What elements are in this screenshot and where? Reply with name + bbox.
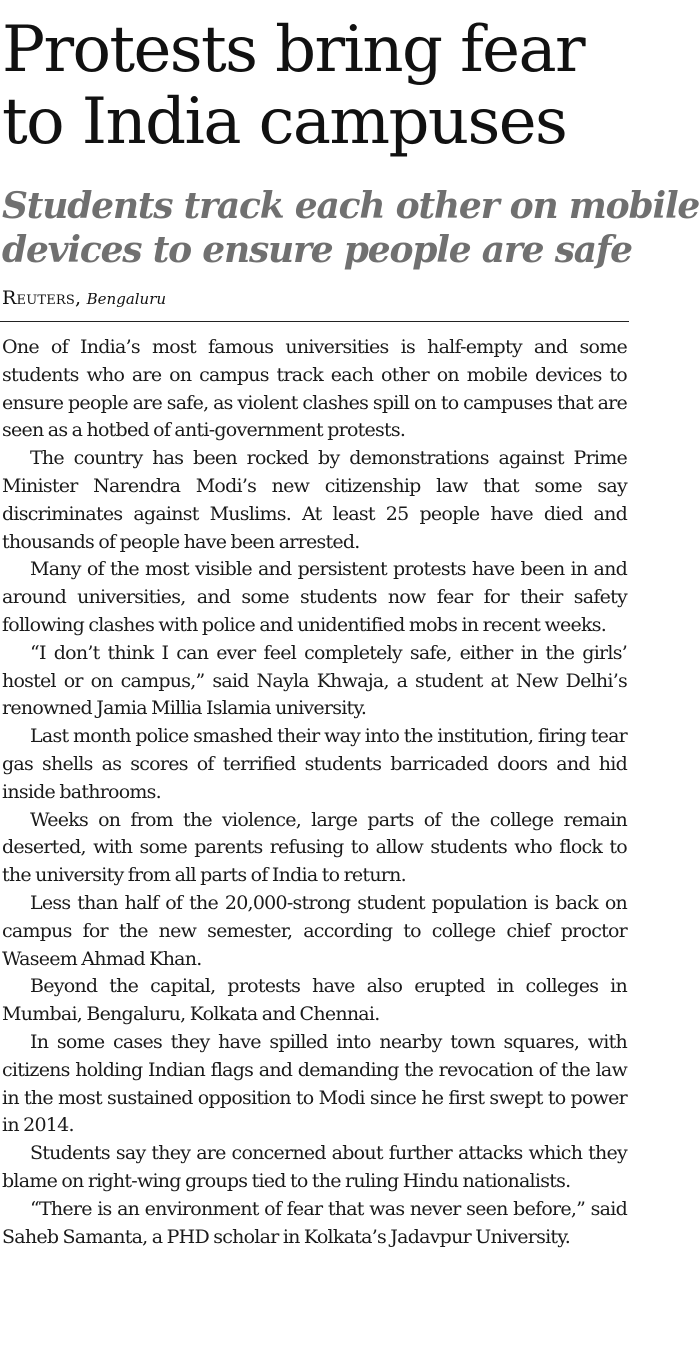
- headline-line-2: to India campuses: [2, 85, 567, 159]
- byline-divider: [0, 321, 629, 322]
- subheadline: [2, 184, 699, 272]
- subheadline-line-1: Students track each other on mobile: [2, 185, 699, 227]
- byline-agency: Reuters,: [2, 287, 82, 309]
- paragraph: “I don’t think I can ever feel completely safe, either in the girls’ hostel or on campus,” said Nayla Khwaja, a student at New Delhi’s renowned Jamia Millia Islamia university.: [2, 641, 627, 720]
- paragraph: One of India’s most famous universities is half-empty and some students who are on campus track each other on mobile devices to ensure people are safe, as violent clashes spill on to campuses that are seen as a hotbed of anti-government protests.: [2, 336, 627, 442]
- paragraph: The country has been rocked by demonstrations against Prime Minister Narendra Modi’s new citizenship law that some say discriminates against Muslims. At least 25 people have died and thousands of people have been arrested.: [2, 447, 627, 553]
- paragraph: Beyond the capital, protests have also erupted in colleges in Mumbai, Bengaluru, Kolkata and Chennai.: [2, 975, 627, 1026]
- paragraph: Weeks on from the violence, large parts of the college remain deserted, with some parents refusing to allow students who flock to the university from all parts of India to return.: [2, 808, 627, 887]
- paragraph: “There is an environment of fear that was never seen before,” said Saheb Samanta, a PHD scholar in Kolkata’s Jadavpur University.: [2, 1197, 627, 1248]
- byline-location: Bengaluru: [86, 290, 167, 308]
- subheadline-line-2: devices to ensure people are safe: [2, 229, 632, 271]
- paragraph: Students say they are concerned about further attacks which they blame on right-wing groups tied to the ruling Hindu nationalists.: [2, 1142, 627, 1192]
- paragraph: In some cases they have spilled into nearby town squares, with citizens holding Indian flags and demanding the revocation of the law in the most sustained opposition to Modi since he first swept to power in 2014.: [2, 1030, 627, 1137]
- headline: [2, 14, 629, 158]
- article-body: [2, 334, 627, 1251]
- headline-line-1: Protests bring fear: [2, 13, 585, 87]
- paragraph: Last month police smashed their way into the institution, firing tear gas shells as scores of terrified students barricaded doors and hid inside bathrooms.: [2, 725, 627, 803]
- byline: [2, 287, 166, 309]
- paragraph: Less than half of the 20,000-strong student population is back on campus for the new semester, according to college chief proctor Waseem Ahmad Khan.: [2, 891, 627, 970]
- paragraph: Many of the most visible and persistent protests have been in and around universities, and some students now fear for their safety following clashes with police and unidentified mobs in recent weeks.: [2, 558, 627, 636]
